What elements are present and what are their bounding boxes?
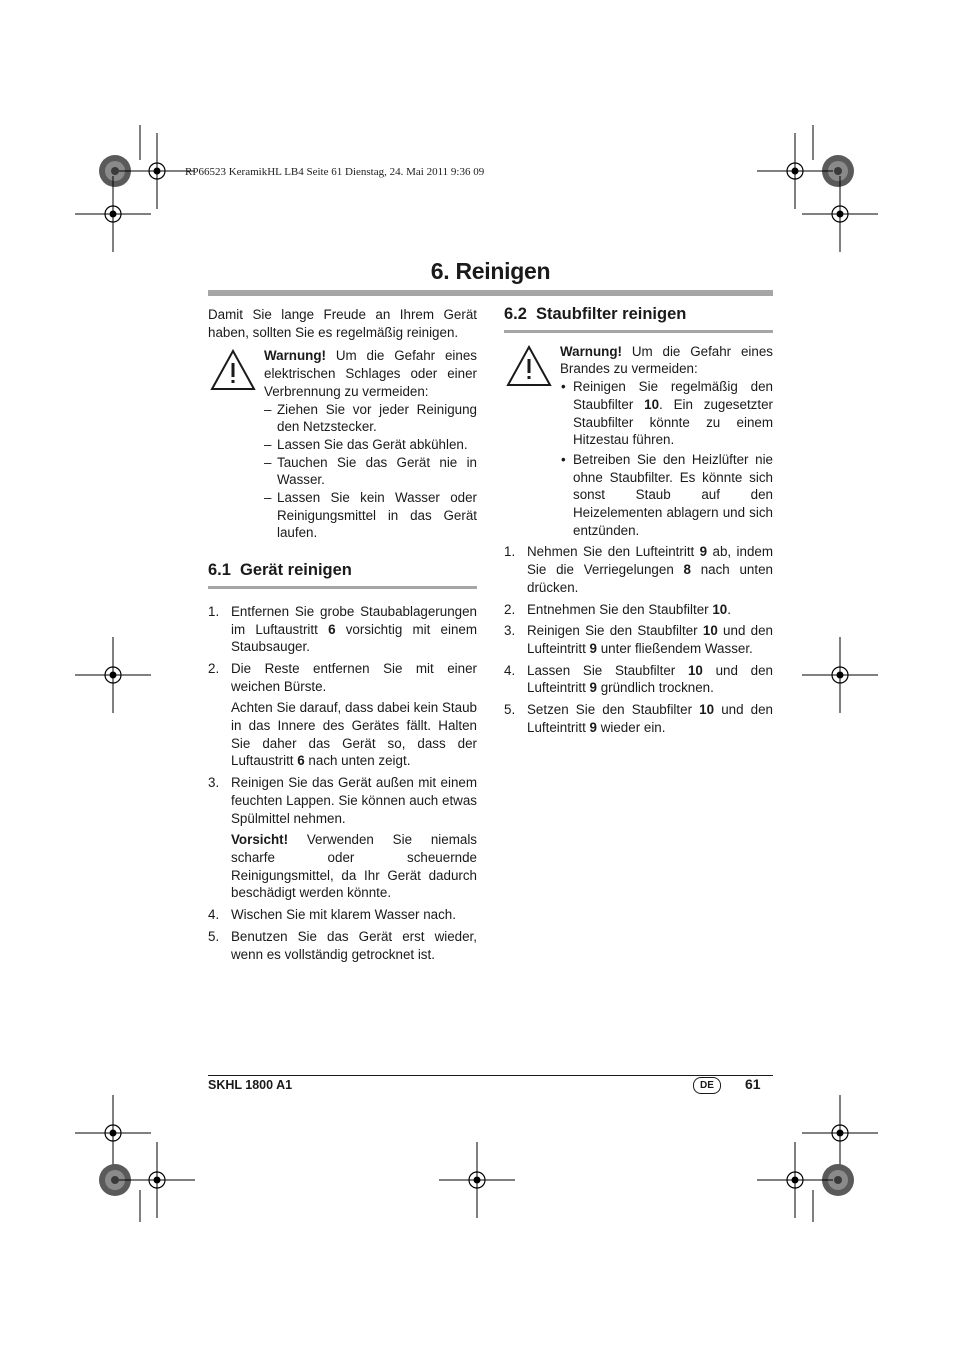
warning-text: Um die Gefahr eines Brandes zu vermeiden: <box>560 343 773 377</box>
print-slug-line: RP66523 KeramikHL LB4 Seite 61 Dienstag, 24. Mai 2011 9:36 09 <box>185 166 485 178</box>
warning-label: Warnung! <box>560 343 622 359</box>
list-item: 4. Wischen Sie mit klarem Wasser nach. <box>208 907 456 923</box>
warning-bullets <box>560 378 773 539</box>
warning-triangle-icon <box>506 345 552 387</box>
page-title: 6. Reinigen <box>430 258 551 284</box>
list-item: – Tauchen Sie das Gerät nie in Wasser. <box>264 454 477 489</box>
right-column <box>504 306 773 740</box>
list-item: 5. Benutzen Sie das Gerät erst wieder, wenn es vollständig getrocknet ist. <box>208 928 477 962</box>
list-item: 3. Reinigen Sie den Staubfilter 10 und den Lufteintritt 9 unter fließendem Wasser. <box>504 623 773 656</box>
filter-steps <box>504 543 773 736</box>
section-heading-6-1: 6.1 Gerät reinigen <box>208 562 477 589</box>
footer-model: SKHL 1800 A1 <box>208 1078 293 1092</box>
warning-block <box>504 343 773 540</box>
warning-triangle-icon <box>210 349 256 391</box>
list-item: 5. Setzen Sie den Staubfilter 10 und den Lufteintritt 9 wieder ein. <box>504 702 774 735</box>
language-badge: DE <box>693 1077 721 1094</box>
section-heading-6-2: 6.2 Staubfilter reinigen <box>504 306 773 333</box>
list-item: 1. Nehmen Sie den Lufteintritt 9 ab, indem Sie die Verriegelungen 8 nach unten drücken. <box>504 544 773 595</box>
list-item: 2. Entnehmen Sie den Staubfilter 10. <box>504 601 731 617</box>
list-item: 4. Lassen Sie Staubfilter 10 und den Lufteintritt 9 gründlich trocknen. <box>504 662 773 696</box>
warning-label: Warnung! <box>264 348 326 364</box>
warning-text: Um die Gefahr eines elektrischen Schlages oder einer Verbrennung zu vermeiden: <box>264 348 477 399</box>
warning-list <box>264 401 477 543</box>
caution-note: Vorsicht! Verwenden Sie niemals scharfe oder scheuernde Reinigungsmittel, da Ihr Gerät dadurch beschädigt werden könnte. <box>231 832 477 901</box>
cleaning-steps <box>208 603 477 963</box>
list-item: – Lassen Sie das Gerät abkühlen. <box>264 436 477 454</box>
list-item: • Betreiben Sie den Heizlüfter nie ohne Staubfilter. Es könnte sich sonst Staub auf den Heizelementen ablagern und sich entzünden. <box>560 451 773 540</box>
list-item: – Ziehen Sie vor jeder Reinigung den Netzstecker. <box>264 401 477 436</box>
title-rule <box>208 290 773 296</box>
list-item: 2. Die Reste entfernen Sie mit einer weichen Bürste. Achten Sie darauf, dass dabei kein Staub in das Innere des Gerätes fällt. Halten Sie daher das Gerät so, dass der Luftaustritt 6 nach unten zeigt. <box>208 660 477 769</box>
left-column <box>208 306 477 967</box>
list-item: – Lassen Sie kein Wasser oder Reinigungsmittel in das Gerät laufen. <box>264 489 477 542</box>
list-item: 3. Reinigen Sie das Gerät außen mit einem feuchten Lappen. Sie können auch etwas Spülmittel nehmen. Vorsicht! Verwenden Sie niemals scharfe oder scheuernde Reinigungsmittel, da Ihr Gerät dadurch beschädigt werden könnte. <box>208 775 477 901</box>
page-number: 61 <box>745 1076 761 1092</box>
intro-paragraph: Damit Sie lange Freude an Ihrem Gerät haben, sollten Sie es regelmäßig reinigen. <box>208 307 477 340</box>
step-note: Achten Sie darauf, dass dabei kein Staub in das Innere des Gerätes fällt. Halten Sie daher das Gerät so, dass der Luftaustritt 6 nach unten zeigt. <box>231 700 477 769</box>
footer-rule <box>208 1075 773 1076</box>
warning-block <box>208 347 477 542</box>
list-item: • Reinigen Sie regelmäßig den Staubfilter 10. Ein zugesetzter Staubfilter könnte zu einem Hitzestau führen. <box>560 378 773 449</box>
list-item: 1. Entfernen Sie grobe Staubablagerungen im Luftaustritt 6 vorsichtig mit einem Staubsauger. <box>208 603 477 655</box>
